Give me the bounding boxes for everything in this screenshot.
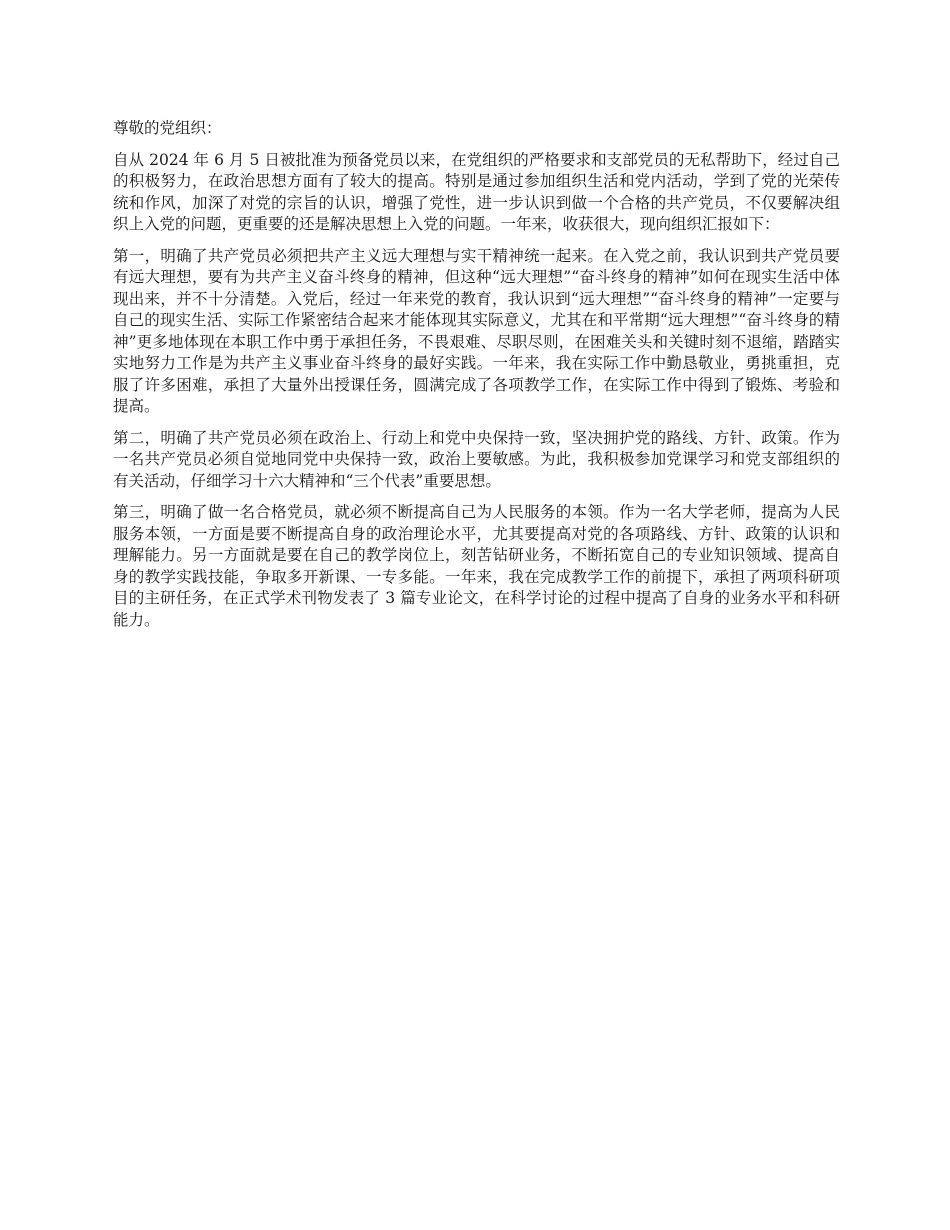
paragraph-first-point: 第一，明确了共产党员必须把共产主义远大理想与实干精神统一起来。在入党之前，我认识到共产党员要有远大理想，要有为共产主义奋斗终身的精神，但这种“远大理想”“奋斗终身的精神”如何在现实生活中体现出来，并不十分清楚。入党后，经过一年来党的教育，我认识到“远大理想”“奋斗终身的精神”一定要与自己的现实生活、实际工作紧密结合起来才能体现其实际意义，尤其在和平常期“远大理想”“奋斗终身的精神”更多地体现在本职工作中勇于承担任务，不畏艰难、尽职尽则，在困难关头和关键时刻不退缩，踏踏实实地努力工作是为共产主义事业奋斗终身的最好实践。一年来，我在实际工作中勤恳敬业，勇挑重担，克服了许多困难，承担了大量外出授课任务，圆满完成了各项教学工作，在实际工作中得到了锻炼、考验和提高。 (113, 246, 840, 415)
document-body (113, 118, 840, 641)
paragraph-intro: 自从 2024 年 6 月 5 日被批准为预备党员以来，在党组织的严格要求和支部党员的无私帮助下，经过自己的积极努力，在政治思想方面有了较大的提高。特别是通过参加组织生活和党内活动，学到了党的光荣传统和作风，加深了对党的宗旨的认识，增强了党性，进一步认识到做一个合格的共产党员，不仅要解决组织上入党的问题，更重要的还是解决思想上入党的问题。一年来，收获很大，现向组织汇报如下： (113, 150, 840, 233)
paragraph-third-point: 第三，明确了做一名合格党员，就必须不断提高自己为人民服务的本领。作为一名大学老师，提高为人民服务本领，一方面是要不断提高自身的政治理论水平，尤其要提高对党的各项路线、方针、政策的认识和理解能力。另一方面就是要在自己的教学岗位上，刻苦钻研业务，不断拓宽自己的专业知识领域、提高自身的教学实践技能，争取多开新课、一专多能。一年来，我在完成教学工作的前提下，承担了两项科研项目的主研任务，在正式学术刊物发表了 3 篇专业论文，在科学讨论的过程中提高了自身的业务水平和科研能力。 (113, 503, 840, 629)
salutation: 尊敬的党组织： (113, 119, 222, 137)
paragraph-second-point: 第二，明确了共产党员必须在政治上、行动上和党中央保持一致，坚决拥护党的路线、方针、政策。作为一名共产党员必须自觉地同党中央保持一致，政治上要敏感。为此，我积极参加党课学习和党支部组织的有关活动，仔细学习十六大精神和“三个代表”重要思想。 (113, 428, 840, 490)
